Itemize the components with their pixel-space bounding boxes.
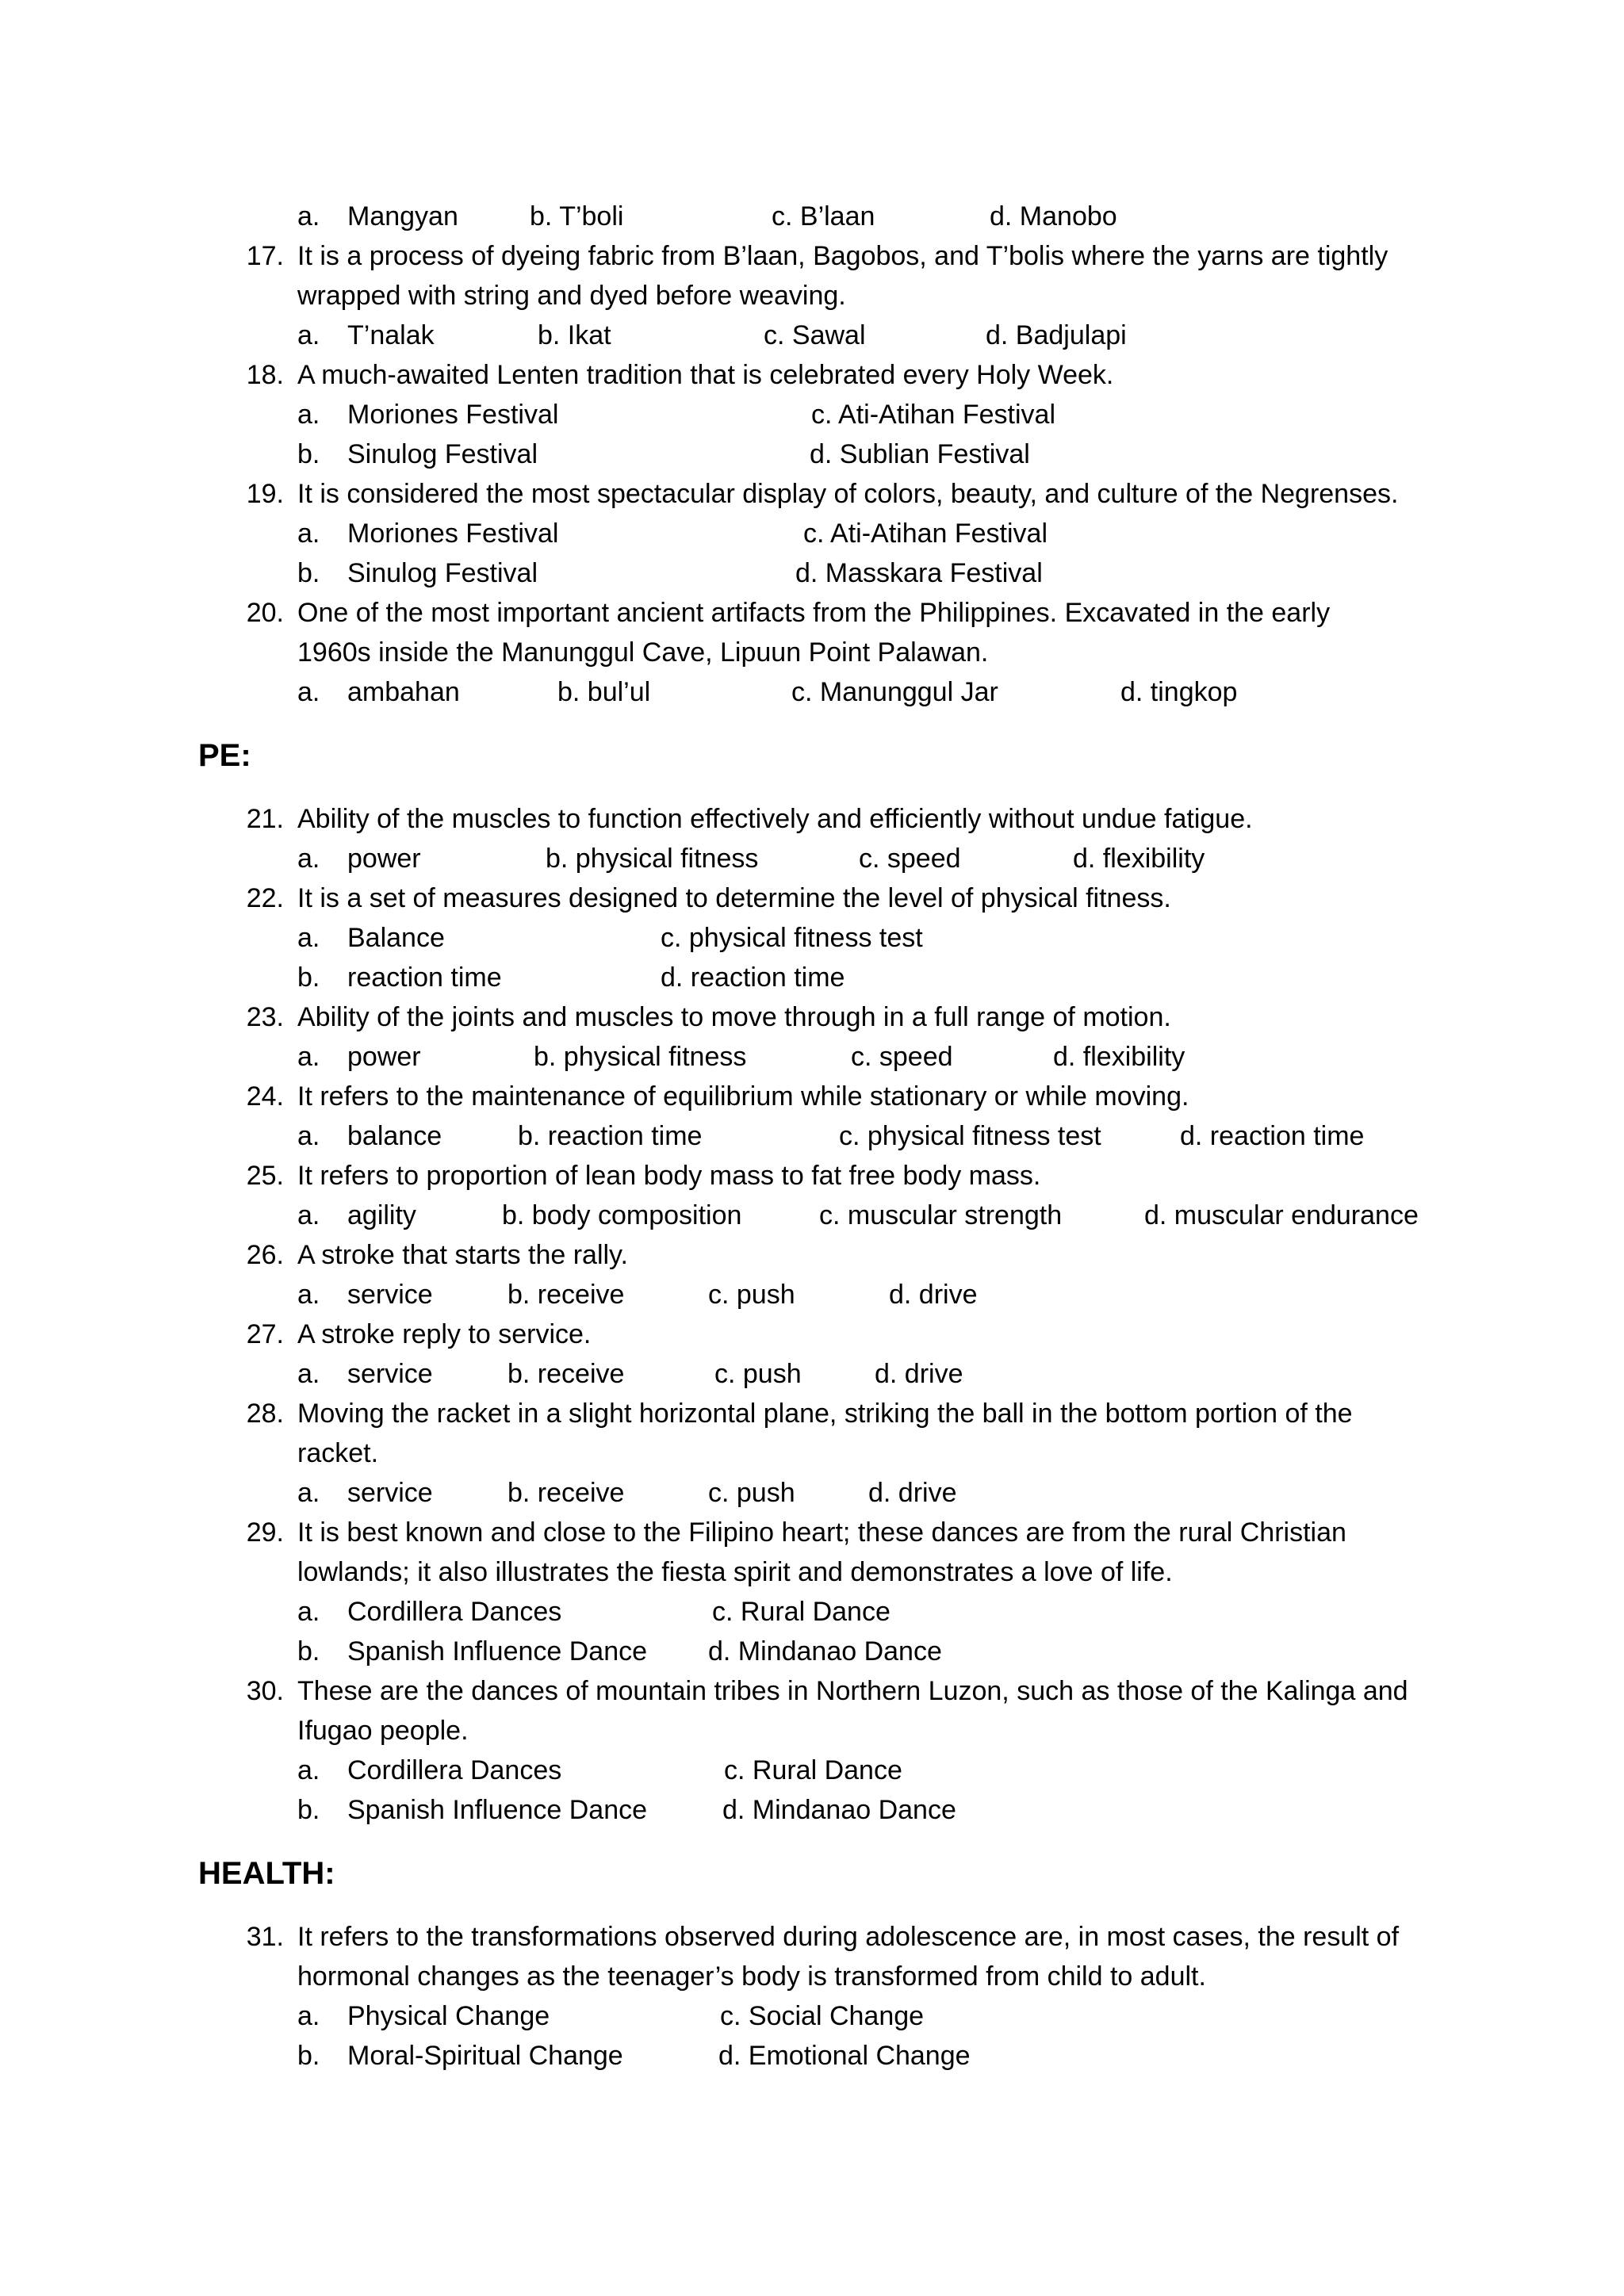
option: d. reaction time	[1180, 1121, 1365, 1151]
option: c. physical fitness test	[661, 923, 923, 953]
option: Cordillera Dances	[347, 1755, 562, 1785]
option-letter: a.	[297, 320, 320, 350]
option: d. Manobo	[990, 201, 1117, 232]
option: c. physical fitness test	[839, 1121, 1101, 1151]
question-text: It is a process of dyeing fabric from B’laan, Bagobos, and T’bolis where the yarns are tightly	[297, 241, 1388, 271]
option: c. Sawal	[764, 320, 866, 350]
option: c. Ati-Atihan Festival	[803, 519, 1048, 549]
option: c. speed	[851, 1042, 953, 1072]
option: d. drive	[875, 1359, 963, 1389]
question-text: It is a set of measures designed to determine the level of physical fitness.	[297, 883, 1171, 913]
option-letter: a.	[297, 1121, 320, 1151]
option: power	[347, 844, 421, 874]
option: c. Rural Dance	[712, 1597, 891, 1627]
question-text: A much-awaited Lenten tradition that is celebrated every Holy Week.	[297, 360, 1114, 390]
option: c. B’laan	[772, 201, 875, 232]
question-text: 1960s inside the Manunggul Cave, Lipuun Point Palawan.	[297, 637, 989, 668]
option: c. push	[708, 1478, 795, 1508]
option: b. receive	[508, 1359, 625, 1389]
option-letter: a.	[297, 2001, 320, 2031]
question-number: 31.	[246, 1922, 284, 1952]
option-letter: a.	[297, 1280, 320, 1310]
option-letter: b.	[297, 1795, 320, 1825]
option: reaction time	[347, 962, 502, 993]
option-letter: a.	[297, 1755, 320, 1785]
question-text: racket.	[297, 1438, 379, 1468]
question-number: 29.	[246, 1517, 284, 1548]
option-letter: a.	[297, 1359, 320, 1389]
option-letter: a.	[297, 1597, 320, 1627]
question-text: It is considered the most spectacular display of colors, beauty, and culture of the Negrenses.	[297, 479, 1399, 509]
question-text: hormonal changes as the teenager’s body is transformed from child to adult.	[297, 1961, 1206, 1992]
question-text: wrapped with string and dyed before weaving.	[297, 281, 846, 311]
option-letter: b.	[297, 439, 320, 469]
option: c. Social Change	[720, 2001, 925, 2031]
question-text: Ifugao people.	[297, 1716, 469, 1746]
option: agility	[347, 1200, 416, 1230]
option: service	[347, 1280, 433, 1310]
option: d. Mindanao Dance	[708, 1636, 942, 1667]
option: d. Masskara Festival	[795, 558, 1043, 588]
option: b. body composition	[502, 1200, 742, 1230]
option: Physical Change	[347, 2001, 550, 2031]
section-heading-health: HEALTH:	[198, 1856, 335, 1891]
option: d. drive	[868, 1478, 957, 1508]
question-text: These are the dances of mountain tribes in Northern Luzon, such as those of the Kalinga and	[297, 1676, 1408, 1706]
option: d. Emotional Change	[718, 2041, 971, 2071]
section-heading-pe: PE:	[198, 738, 251, 773]
option-letter: a.	[297, 400, 320, 430]
option: c. muscular strength	[819, 1200, 1063, 1230]
option: Cordillera Dances	[347, 1597, 562, 1627]
question-number: 25.	[246, 1161, 284, 1191]
option: d. Mindanao Dance	[722, 1795, 956, 1825]
option: b. T’boli	[530, 201, 624, 232]
option: Sinulog Festival	[347, 558, 538, 588]
option: d. Sublian Festival	[810, 439, 1030, 469]
question-number: 22.	[246, 883, 284, 913]
option: d. drive	[889, 1280, 978, 1310]
option-letter: a.	[297, 1478, 320, 1508]
question-number: 28.	[246, 1399, 284, 1429]
option: balance	[347, 1121, 442, 1151]
option: c. speed	[859, 844, 961, 874]
option: service	[347, 1359, 433, 1389]
question-text: It refers to proportion of lean body mass to fat free body mass.	[297, 1161, 1041, 1191]
option-letter: a.	[297, 1042, 320, 1072]
question-number: 21.	[246, 804, 284, 834]
question-number: 19.	[246, 479, 284, 509]
question-text: A stroke reply to service.	[297, 1319, 592, 1349]
question-text: A stroke that starts the rally.	[297, 1240, 628, 1270]
option: b. physical fitness	[546, 844, 759, 874]
question-number: 27.	[246, 1319, 284, 1349]
option: b. reaction time	[518, 1121, 703, 1151]
option-letter: a.	[297, 201, 320, 232]
option-letter: b.	[297, 2041, 320, 2071]
question-text: It is best known and close to the Filipino heart; these dances are from the rural Christian	[297, 1517, 1346, 1548]
question-number: 24.	[246, 1081, 284, 1112]
option: b. receive	[508, 1478, 625, 1508]
option: Moriones Festival	[347, 519, 559, 549]
option-letter: b.	[297, 558, 320, 588]
option: ambahan	[347, 677, 460, 707]
option: b. receive	[508, 1280, 625, 1310]
option: d. tingkop	[1120, 677, 1238, 707]
option: c. Ati-Atihan Festival	[811, 400, 1056, 430]
option: b. physical fitness	[534, 1042, 747, 1072]
option-letter: a.	[297, 677, 320, 707]
option: Balance	[347, 923, 445, 953]
option: power	[347, 1042, 421, 1072]
option: Mangyan	[347, 201, 458, 232]
question-text: lowlands; it also illustrates the fiesta spirit and demonstrates a love of life.	[297, 1557, 1173, 1587]
option: c. Rural Dance	[724, 1755, 902, 1785]
question-text: Ability of the joints and muscles to move through in a full range of motion.	[297, 1002, 1171, 1032]
option-letter: a.	[297, 519, 320, 549]
option: b. Ikat	[538, 320, 611, 350]
option: c. Manunggul Jar	[791, 677, 998, 707]
question-number: 26.	[246, 1240, 284, 1270]
question-text: It refers to the maintenance of equilibrium while stationary or while moving.	[297, 1081, 1189, 1112]
question-text: Moving the racket in a slight horizontal plane, striking the ball in the bottom portion of the	[297, 1399, 1353, 1429]
option: c. push	[708, 1280, 795, 1310]
question-number: 18.	[246, 360, 284, 390]
option: Moral-Spiritual Change	[347, 2041, 623, 2071]
option: Sinulog Festival	[347, 439, 538, 469]
option-letter: b.	[297, 962, 320, 993]
question-text: One of the most important ancient artifacts from the Philippines. Excavated in the early	[297, 598, 1331, 628]
option: d. reaction time	[661, 962, 845, 993]
option: Spanish Influence Dance	[347, 1636, 648, 1667]
option: d. flexibility	[1073, 844, 1205, 874]
option: b. bul’ul	[557, 677, 651, 707]
option-letter: a.	[297, 923, 320, 953]
question-text: Ability of the muscles to function effectively and efficiently without undue fatigue.	[297, 804, 1253, 834]
option: Moriones Festival	[347, 400, 559, 430]
option: T’nalak	[347, 320, 435, 350]
option-letter: a.	[297, 1200, 320, 1230]
question-number: 20.	[246, 598, 284, 628]
question-number: 23.	[246, 1002, 284, 1032]
question-text: It refers to the transformations observed during adolescence are, in most cases, the result of	[297, 1922, 1400, 1952]
option: d. Badjulapi	[986, 320, 1127, 350]
option: c. push	[714, 1359, 802, 1389]
option: d. flexibility	[1053, 1042, 1185, 1072]
option: d. muscular endurance	[1144, 1200, 1419, 1230]
option: Spanish Influence Dance	[347, 1795, 648, 1825]
question-number: 30.	[246, 1676, 284, 1706]
option: service	[347, 1478, 433, 1508]
option-letter: b.	[297, 1636, 320, 1667]
question-number: 17.	[246, 241, 284, 271]
option-letter: a.	[297, 844, 320, 874]
